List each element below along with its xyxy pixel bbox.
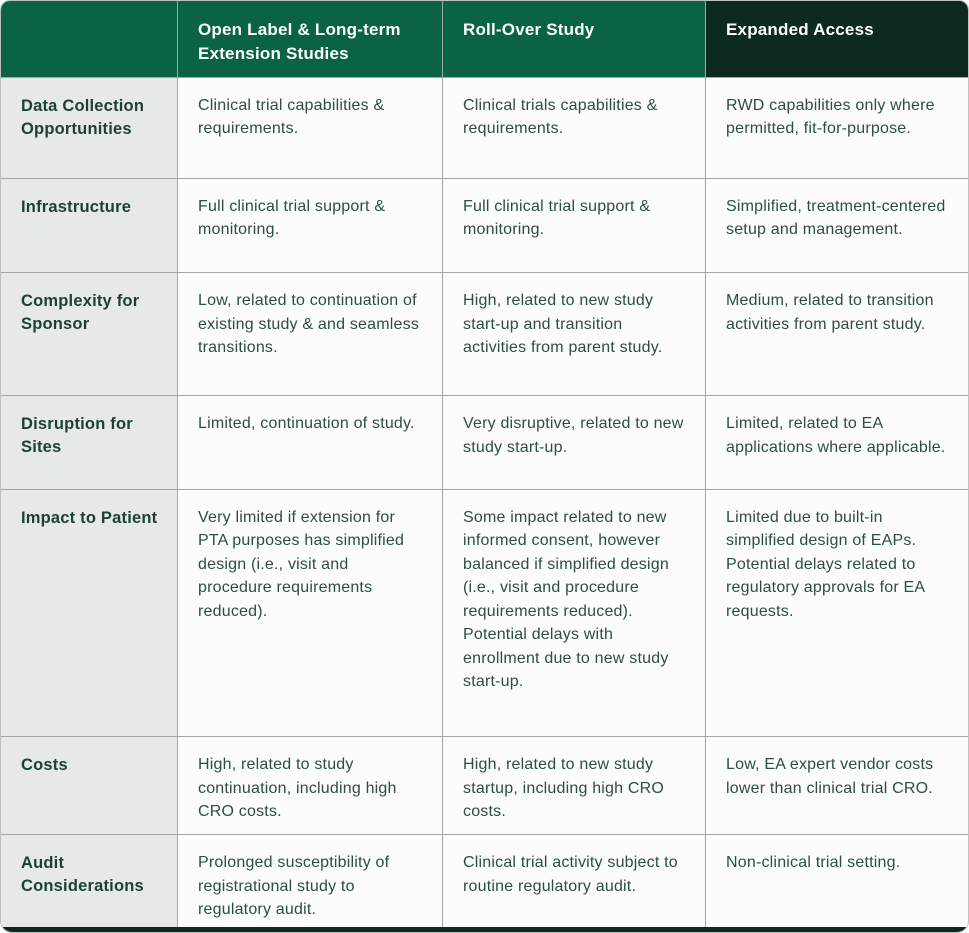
- cell-infrastructure-open-label: Full clinical trial support & monitoring.: [177, 179, 442, 273]
- cell-infrastructure-roll-over: Full clinical trial support & monitoring.: [442, 179, 705, 273]
- cell-impact-roll-over: Some impact related to new informed consent, however balanced if simplified design (i.e., visit and procedure requirements reduced). Potential delays with enrollment due to new study start-up.: [442, 490, 705, 736]
- cell-costs-roll-over: High, related to new study startup, including high CRO costs.: [442, 737, 705, 834]
- row-label-disruption: Disruption for Sites: [1, 396, 177, 489]
- table-row-costs: [1, 736, 968, 834]
- cell-impact-expanded-access: Limited due to built-in simplified design of EAPs. Potential delays related to regulatory approvals for EA requests.: [705, 490, 968, 736]
- cell-data-collection-open-label: Clinical trial capabilities & requirements.: [177, 78, 442, 178]
- cell-impact-open-label: Very limited if extension for PTA purposes has simplified design (i.e., visit and procedure requirements reduced).: [177, 490, 442, 736]
- cell-disruption-open-label: Limited, continuation of study.: [177, 396, 442, 489]
- row-label-data-collection: Data Collection Opportunities: [1, 78, 177, 178]
- header-corner-cell: [1, 1, 177, 77]
- cell-disruption-expanded-access: Limited, related to EA applications where applicable.: [705, 396, 968, 489]
- column-header-expanded-access: Expanded Access: [705, 1, 968, 77]
- cell-audit-roll-over: Clinical trial activity subject to routine regulatory audit.: [442, 835, 705, 927]
- table-row-audit: [1, 834, 968, 927]
- row-label-infrastructure: Infrastructure: [1, 179, 177, 273]
- row-label-audit: Audit Considerations: [1, 835, 177, 927]
- row-label-complexity: Complexity for Sponsor: [1, 273, 177, 395]
- cell-complexity-roll-over: High, related to new study start-up and transition activities from parent study.: [442, 273, 705, 395]
- table-bottom-accent-bar: [1, 927, 968, 932]
- cell-costs-open-label: High, related to study continuation, including high CRO costs.: [177, 737, 442, 834]
- row-label-impact: Impact to Patient: [1, 490, 177, 736]
- cell-data-collection-roll-over: Clinical trials capabilities & requirements.: [442, 78, 705, 178]
- table-row-impact: [1, 489, 968, 736]
- table-row-disruption: [1, 395, 968, 489]
- cell-disruption-roll-over: Very disruptive, related to new study start-up.: [442, 396, 705, 489]
- table-row-complexity: [1, 272, 968, 395]
- table-row-infrastructure: [1, 178, 968, 273]
- column-header-roll-over-study: Roll-Over Study: [442, 1, 705, 77]
- cell-data-collection-expanded-access: RWD capabilities only where permitted, fit-for-purpose.: [705, 78, 968, 178]
- cell-infrastructure-expanded-access: Simplified, treatment-centered setup and management.: [705, 179, 968, 273]
- table-header-row: [1, 1, 968, 77]
- cell-audit-open-label: Prolonged susceptibility of registrational study to regulatory audit.: [177, 835, 442, 927]
- cell-audit-expanded-access: Non-clinical trial setting.: [705, 835, 968, 927]
- cell-costs-expanded-access: Low, EA expert vendor costs lower than clinical trial CRO.: [705, 737, 968, 834]
- column-header-open-label-extension: Open Label & Long-term Extension Studies: [177, 1, 442, 77]
- table-row-data-collection: [1, 77, 968, 178]
- row-label-costs: Costs: [1, 737, 177, 834]
- cell-complexity-expanded-access: Medium, related to transition activities from parent study.: [705, 273, 968, 395]
- cell-complexity-open-label: Low, related to continuation of existing study & and seamless transitions.: [177, 273, 442, 395]
